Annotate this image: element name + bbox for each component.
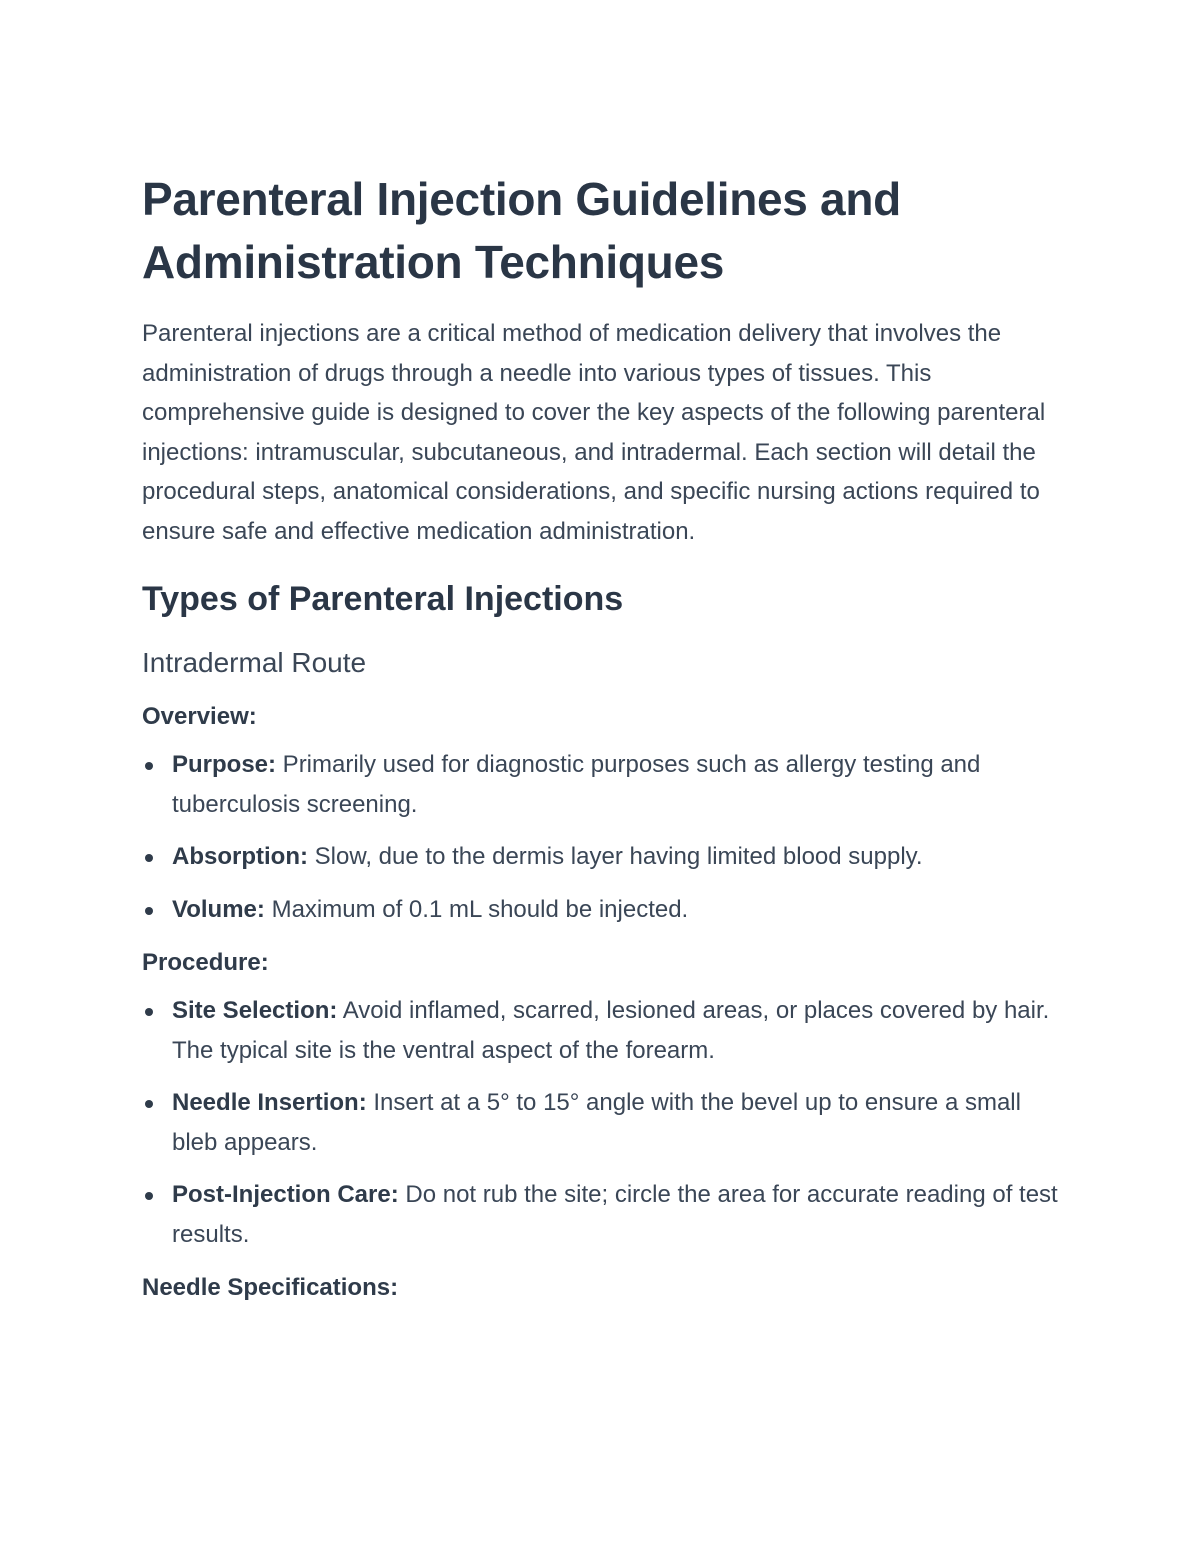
- procedure-label: Procedure:: [142, 949, 269, 976]
- document-page: [142, 168, 1072, 1306]
- list-item: [142, 745, 1072, 824]
- list-item: [142, 1083, 1072, 1162]
- intro-paragraph: Parenteral injections are a critical method of medication delivery that involves the administration of drugs through a needle into various types of tissues. This comprehensive guide is designed to cover the key aspects of the following parenteral injections: intramuscular, subcutaneous, and intradermal. Each section will detail the procedural steps, anatomical considerations, and specific nursing actions required to ensure safe and effective medication administration.: [142, 320, 1046, 545]
- bullet-icon: [145, 854, 153, 862]
- bullet-icon: [145, 1008, 153, 1016]
- item-text: Maximum of 0.1 mL should be injected.: [264, 895, 689, 923]
- bullet-icon: [145, 1100, 153, 1108]
- list-item: [142, 991, 1072, 1070]
- needle-specifications-label: Needle Specifications:: [142, 1274, 399, 1301]
- item-term: Purpose:: [172, 751, 277, 778]
- bullet-icon: [145, 762, 153, 770]
- overview-label: Overview:: [142, 703, 257, 730]
- item-text: Avoid inflamed, scarred, lesioned areas, or places covered by hair. The typical site is the ventral aspect of the forearm.: [172, 997, 1050, 1064]
- item-term: Volume:: [172, 895, 265, 923]
- procedure-list: [142, 991, 1072, 1254]
- item-text: Do not rub the site; circle the area for accurate reading of test results.: [172, 1181, 1058, 1248]
- section-heading: Types of Parenteral Injections: [142, 580, 624, 618]
- item-text: Primarily used for diagnostic purposes such as allergy testing and tuberculosis screening.: [172, 751, 981, 818]
- item-term: Post-Injection Care:: [172, 1181, 399, 1208]
- item-term: Site Selection:: [172, 997, 338, 1024]
- item-text: Insert at a 5° to 15° angle with the bevel up to ensure a small bleb appears.: [172, 1089, 1021, 1156]
- bullet-icon: [145, 907, 153, 915]
- list-item: [142, 1175, 1072, 1254]
- overview-list: [142, 745, 1072, 929]
- item-term: Needle Insertion:: [172, 1089, 367, 1116]
- list-item: [142, 890, 1072, 930]
- list-item: [142, 837, 1072, 877]
- document-title: Parenteral Injection Guidelines and Administration Techniques: [142, 173, 901, 288]
- item-text: Slow, due to the dermis layer having limited blood supply.: [307, 843, 923, 870]
- item-term: Absorption:: [172, 843, 308, 870]
- bullet-icon: [145, 1192, 153, 1200]
- subsection-heading: Intradermal Route: [142, 647, 367, 678]
